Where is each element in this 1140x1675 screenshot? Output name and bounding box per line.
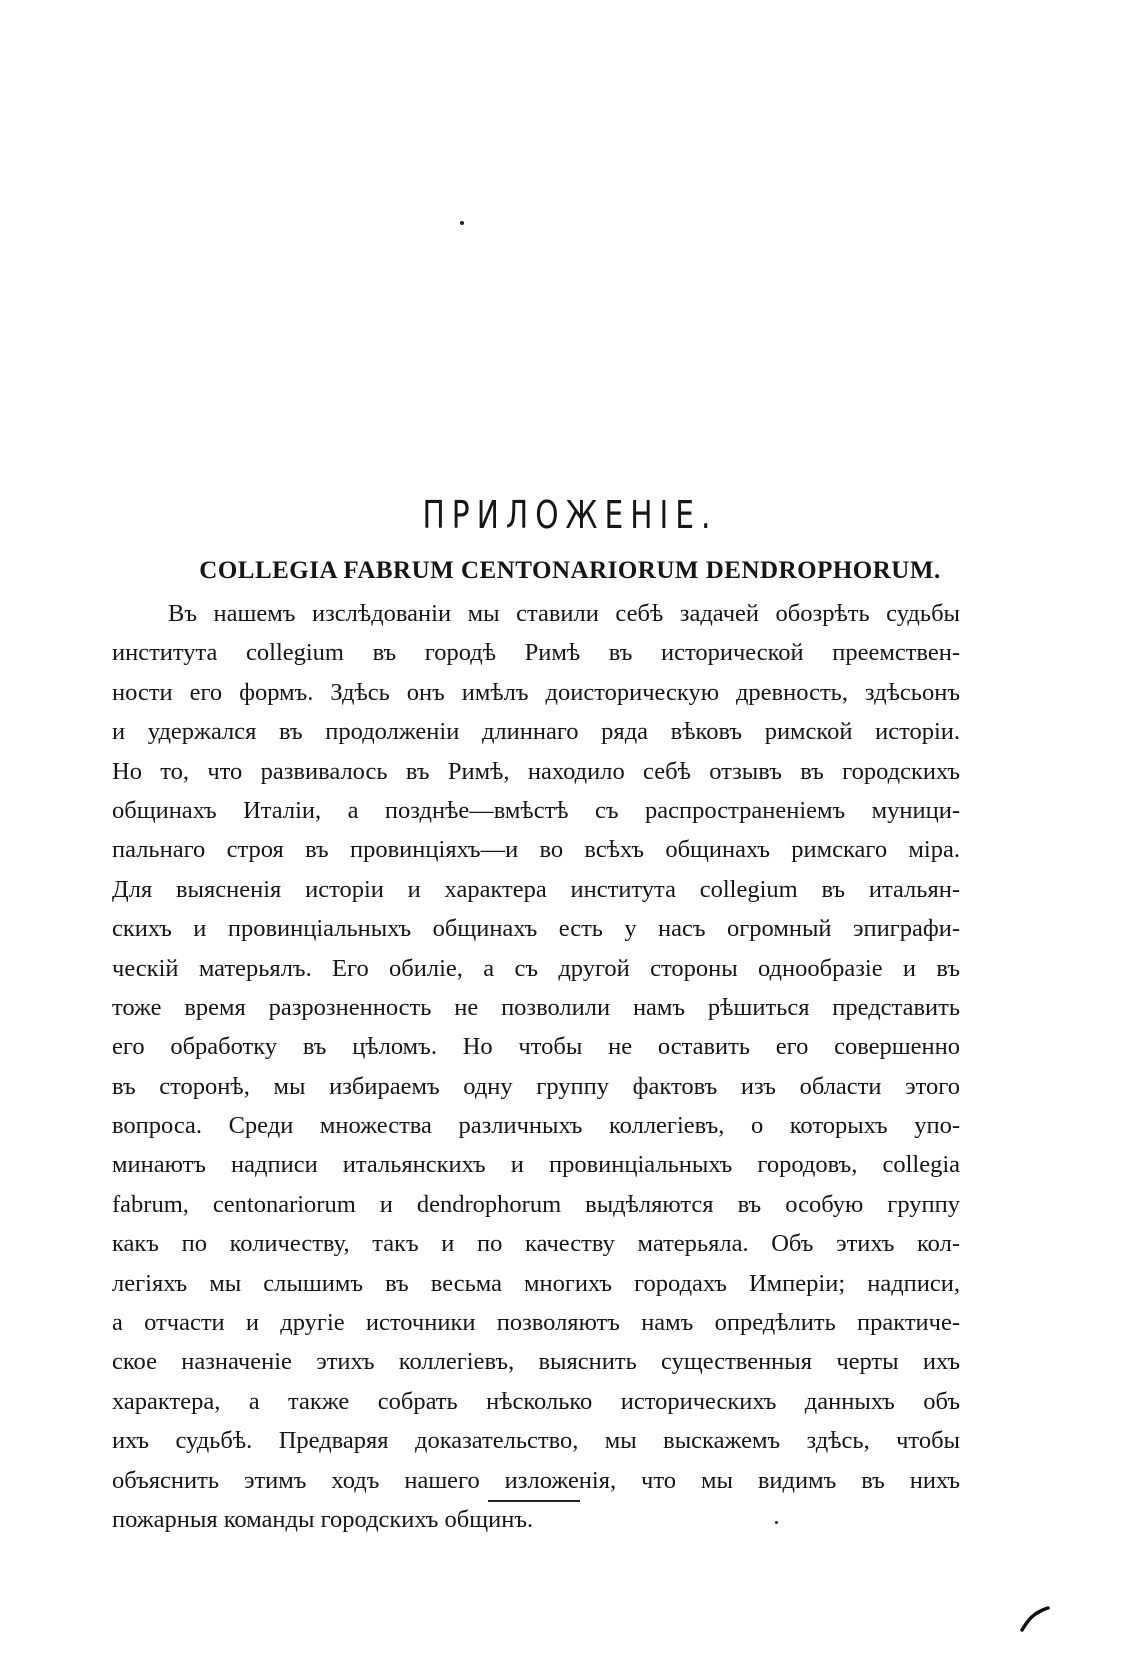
text-line: общинахъ Италіи, а позднѣе—вмѣстѣ съ распространеніемъ муници- [112,796,960,824]
text-line: ихъ судьбѣ. Предваряя доказательство, мы выскажемъ здѣсь, чтобы [112,1427,960,1455]
text-line: а отчасти и другіе источники позволяютъ намъ опредѣлить практиче- [112,1309,960,1337]
text-line: пальнаго строя въ провинціяхъ—и во всѣхъ общинахъ римскаго міра. [112,836,960,864]
text-line: скихъ и провинціальныхъ общинахъ есть у насъ огромный эпиграфи- [112,915,960,943]
text-line: пожарныя команды городскихъ общинъ. [112,1505,534,1533]
pen-stroke-icon [1018,1604,1052,1632]
text-line: вопроса. Среди множества различныхъ коллегіевъ, о которыхъ упо- [112,1112,960,1140]
body-paragraph [112,594,960,1539]
stray-dot-bottom [775,1521,778,1524]
text-line: Для выясненія исторіи и характера института collegium въ итальян- [112,875,960,903]
text-line: ческій матерьялъ. Его обиліе, а съ другой стороны однообразіе и въ [112,954,960,982]
text-line: института collegium въ городѣ Римѣ въ исторической преемствен- [112,639,960,667]
text-line: въ сторонѣ, мы избираемъ одну группу фактовъ изъ области этого [112,1072,960,1100]
text-line: его обработку въ цѣломъ. Но чтобы не оставить его совершенно [112,1033,960,1061]
text-line: ское назначеніе этихъ коллегіевъ, выяснить существенныя черты ихъ [112,1348,960,1376]
text-line: объяснить этимъ ходъ нашего изложенія, что мы видимъ въ нихъ [112,1466,960,1494]
text-line: какъ по количеству, такъ и по качеству матерьяла. Объ этихъ кол- [112,1230,960,1258]
page-title: ПРИЛОЖЕНІЕ. [422,493,718,538]
text-line: легіяхъ мы слышимъ въ весьма многихъ городахъ Имперіи; надписи, [112,1269,960,1297]
text-line: Въ нашемъ изслѣдованіи мы ставили себѣ задачей обозрѣть судьбы [168,600,960,627]
text-line: характера, а также собрать нѣсколько историческихъ данныхъ объ [112,1387,960,1415]
text-line: и удержался въ продолженіи длиннаго ряда вѣковъ римской исторіи. [112,718,960,746]
end-rule-divider [488,1500,580,1502]
text-line: fabrum, centonariorum и dendrophorum выдѣляются въ особую группу [112,1190,960,1218]
text-line: ности его формъ. Здѣсь онъ имѣлъ доисторическую древность, здѣсьонъ [112,678,960,706]
text-line: тоже время разрозненность не позволили намъ рѣшиться представить [112,993,960,1021]
text-line: минаютъ надписи итальянскихъ и провинціальныхъ городовъ, collegia [112,1151,960,1179]
stray-dot-top [460,221,464,225]
text-line: Но то, что развивалось въ Римѣ, находило себѣ отзывъ въ городскихъ [112,757,960,785]
page-subtitle: COLLEGIA FABRUM CENTONARIORUM DENDROPHORUM. [199,556,941,584]
